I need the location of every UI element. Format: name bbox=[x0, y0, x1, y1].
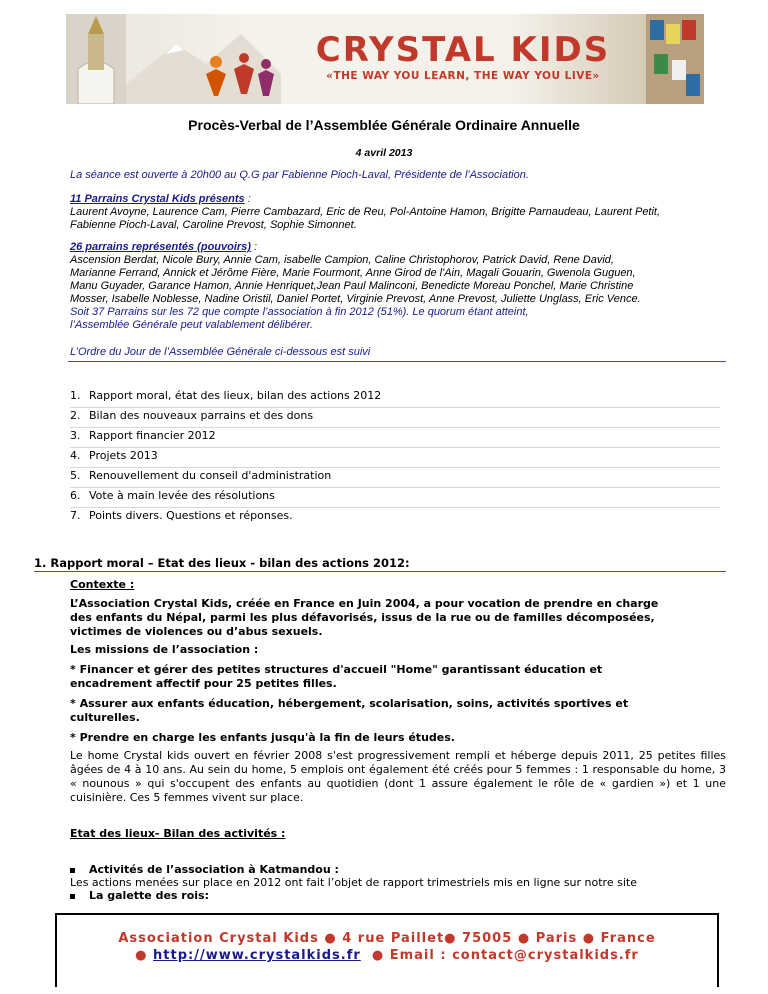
agenda-item-number: 2. bbox=[70, 409, 81, 422]
agenda-item-text: Renouvellement du conseil d'administration bbox=[89, 469, 332, 482]
katmandou-text: Les actions menées sur place en 2012 ont fait l’objet de rapport trimestriels mis en ligne sur notre site bbox=[70, 876, 637, 889]
footer-website-link[interactable]: http://www.crystalkids.fr bbox=[153, 948, 361, 963]
agenda-item bbox=[70, 469, 720, 489]
agenda-item bbox=[70, 449, 720, 469]
agenda-item-text: Projets 2013 bbox=[89, 449, 158, 462]
agenda-item-text: Rapport financier 2012 bbox=[89, 429, 216, 442]
brand-logo-text: CRYSTAL KIDS bbox=[315, 30, 611, 70]
agenda-item bbox=[70, 509, 720, 529]
section-1-rule bbox=[34, 571, 726, 572]
agenda-item bbox=[70, 489, 720, 509]
header-banner bbox=[66, 14, 704, 104]
bullet-icon bbox=[70, 868, 75, 873]
agenda-item bbox=[70, 409, 720, 429]
bullet-icon bbox=[70, 894, 75, 899]
footer-street: 4 rue Paillet bbox=[342, 931, 445, 946]
represented-heading-row bbox=[70, 241, 257, 254]
brand-tagline: «THE WAY YOU LEARN, THE WAY YOU LIVE» bbox=[326, 70, 600, 82]
represented-suffix: : bbox=[250, 241, 258, 253]
agenda-item-text: Bilan des nouveaux parrains et des dons bbox=[89, 409, 314, 422]
present-heading: 11 Parrains Crystal Kids présents bbox=[70, 193, 245, 205]
bullet-galette bbox=[70, 889, 716, 903]
contexte-line-3: victimes de violences ou d’abus sexuels. bbox=[70, 625, 323, 638]
footer-postcode: 75005 bbox=[462, 931, 513, 946]
etat-label: Etat des lieux- Bilan des activités : bbox=[70, 827, 286, 840]
agenda-rule bbox=[68, 361, 726, 362]
agenda-item bbox=[70, 429, 720, 449]
mission-2-line-2: culturelles. bbox=[70, 711, 140, 724]
represented-heading: 26 parrains représentés (pouvoirs) bbox=[70, 241, 251, 253]
footer-email: Email : contact@crystalkids.fr bbox=[389, 948, 639, 963]
footer-country: France bbox=[600, 931, 656, 946]
agenda-item bbox=[70, 389, 720, 409]
home-paragraph: Le home Crystal kids ouvert en février 2008 s'est progressivement rempli et héberge depuis 2011, 25 petites filles âgées de 4 à 10 ans. Au sein du home, 5 emplois ont également été créés pour 5 femmes : 1 responsable du home, 3 « nounous » qui s'occupent des enfants au quotidien (dont 1 assure également le rôle de « gardien ») et 1 une cuisinière. Ces 5 femmes vivent sur place. bbox=[70, 749, 726, 804]
represented-line-2: Marianne Ferrand, Annick et Jérôme Fière, Marie Fourmont, Anne Girod de l'Ain, Magali Gouarin, Gwenola Guguen, bbox=[70, 267, 636, 279]
agenda-item-number: 5. bbox=[70, 469, 81, 482]
present-suffix: : bbox=[244, 193, 251, 205]
section-1-heading: 1. Rapport moral – Etat des lieux - bilan des actions 2012: bbox=[34, 556, 410, 570]
contexte-line-2: des enfants du Népal, parmi les plus défavorisés, issus de la rue ou de familles décomposées, bbox=[70, 611, 655, 624]
bullet-katmandou-label: Activités de l’association à Katmandou : bbox=[89, 863, 339, 876]
document-title: Procès-Verbal de l’Assemblée Générale Ordinaire Annuelle bbox=[188, 117, 580, 133]
footer-box bbox=[55, 913, 719, 987]
missions-label: Les missions de l’association : bbox=[70, 643, 259, 656]
agenda-item-number: 3. bbox=[70, 429, 81, 442]
quorum-line-2: l’Assemblée Générale peut valablement délibérer. bbox=[70, 319, 313, 331]
agenda-item-text: Vote à main levée des résolutions bbox=[89, 489, 275, 502]
mission-3: * Prendre en charge les enfants jusqu'à la fin de leurs études. bbox=[70, 731, 455, 744]
present-line-2: Fabienne Pioch-Laval, Caroline Prevost, Sophie Simonnet. bbox=[70, 219, 357, 231]
bullet-galette-label: La galette des rois: bbox=[89, 889, 210, 902]
represented-line-4: Mosser, Isabelle Noblesse, Nadine Oristil, Daniel Portet, Virginie Prevost, Anne Prevost, Juliette Unglass, Eric Vence. bbox=[70, 293, 641, 305]
mission-1-line-1: * Financer et gérer des petites structures d'accueil "Home" garantissant éducation et bbox=[70, 663, 603, 676]
footer-address-line: Association Crystal Kids ● 4 rue Paillet● 75005 ● Paris ● France bbox=[118, 931, 656, 946]
quorum-line-1: Soit 37 Parrains sur les 72 que compte l’association à fin 2012 (51%). Le quorum étant atteint, bbox=[70, 306, 529, 318]
present-line-1: Laurent Avoyne, Laurence Cam, Pierre Cambazard, Eric de Reu, Pol-Antoine Hamon, Brigitte Parnaudeau, Laurent Petit, bbox=[70, 206, 661, 218]
agenda-item-number: 6. bbox=[70, 489, 81, 502]
agenda-item-text: Points divers. Questions et réponses. bbox=[89, 509, 293, 522]
agenda-item-number: 4. bbox=[70, 449, 81, 462]
represented-line-1: Ascension Berdat, Nicole Bury, Annie Cam, isabelle Campion, Caline Christophorov, Patrick David, Rene David, bbox=[70, 254, 614, 266]
mission-1-line-2: encadrement affectif pour 25 petites filles. bbox=[70, 677, 337, 690]
footer-contact-line: ● http://www.crystalkids.fr ● Email : contact@crystalkids.fr bbox=[135, 948, 639, 963]
contexte-line-1: L’Association Crystal Kids, créée en France en Juin 2004, a pour vocation de prendre en charge bbox=[70, 597, 659, 610]
agenda-item-number: 7. bbox=[70, 509, 81, 522]
agenda-item-number: 1. bbox=[70, 389, 81, 402]
mission-2-line-1: * Assurer aux enfants éducation, hébergement, scolarisation, soins, activités sportives et bbox=[70, 697, 629, 710]
footer-org-name: Association Crystal Kids bbox=[118, 931, 319, 946]
present-heading-row bbox=[70, 193, 251, 206]
agenda-item-text: Rapport moral, état des lieux, bilan des actions 2012 bbox=[89, 389, 382, 402]
bullet-katmandou bbox=[70, 863, 716, 877]
document-date: 4 avril 2013 bbox=[355, 147, 413, 159]
footer-city: Paris bbox=[535, 931, 578, 946]
agenda-intro: L’Ordre du Jour de l’Assemblée Générale ci-dessous est suivi bbox=[70, 346, 371, 358]
opening-statement: La séance est ouverte à 20h00 au Q.G par Fabienne Pioch-Laval, Présidente de l'Association. bbox=[70, 169, 529, 181]
represented-line-3: Manu Guyader, Garance Hamon, Annie Henriquet,Jean Paul Malinconi, Benedicte Moreau Ponchel, Marie Christine bbox=[70, 280, 634, 292]
contexte-label: Contexte : bbox=[70, 578, 135, 591]
